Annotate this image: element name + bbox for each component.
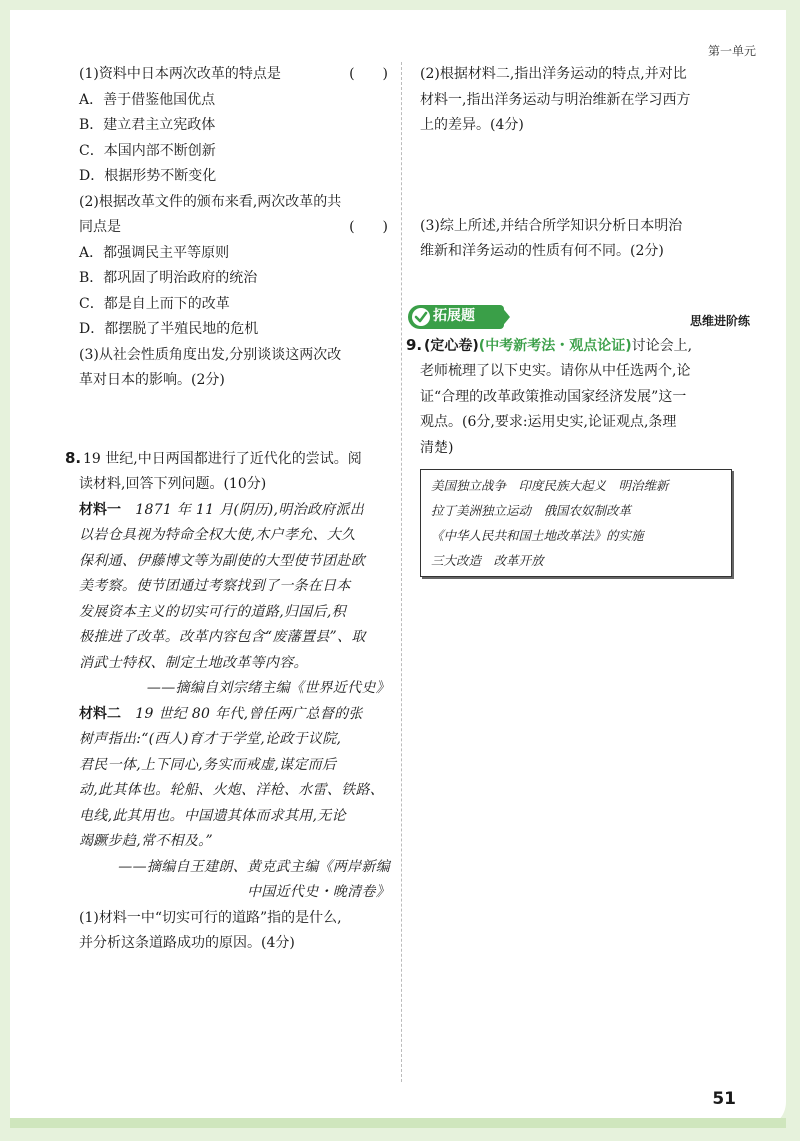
q2-option-a: A．都强调民主平等原则 <box>79 244 230 261</box>
r-q2-line-2: 材料一,指出洋务运动与明治维新在学习西方 <box>420 91 691 108</box>
q1-option-d: D．根据形势不断变化 <box>79 168 217 184</box>
q2-stem-line-1: (2)根据改革文件的颁布来看,两次改革的共 <box>79 193 342 210</box>
unit-header: 第一单元 <box>707 44 756 58</box>
q9-line-3: 证“合理的改革政策推动国家经济发展”这一 <box>420 388 687 405</box>
q1-option-a: A．善于借鉴他国优点 <box>79 91 216 108</box>
q2-stem-line-2 <box>67 215 394 241</box>
r-q3-line-2: 维新和洋务运动的性质有何不同。(2分) <box>420 243 664 259</box>
q8-intro-line-2: 读材料,回答下列问题。(10分) <box>79 476 267 492</box>
facts-line-3: 《中华人民共和国土地改革法》的实施 <box>431 528 644 543</box>
q1-option-c: C．本国内部不断创新 <box>79 142 216 159</box>
facts-line-4: 三大改造 改革开放 <box>431 553 544 568</box>
material2-line-2: 树声指出:“(西人)育才于学堂,论政于议院, <box>79 731 342 747</box>
bottom-edge-strip <box>10 1118 786 1128</box>
left-column <box>67 62 394 957</box>
material1-line-5: 发展资本主义的切实可行的道路,归国后,积 <box>79 603 346 620</box>
material1-text-1: 1871 年 11 月(阴历),明治政府派出 <box>121 501 365 518</box>
q9-tag-green: (中考新考法・观点论证) <box>478 337 632 354</box>
material2-source-2: 中国近代史・晚清卷》 <box>247 884 390 900</box>
material1-source: ——摘编自刘宗绪主编《世界近代史》 <box>146 680 390 696</box>
badge-tail <box>500 305 510 329</box>
q1-stem <box>67 62 394 88</box>
q8-sub1-line-2: 并分析这条道路成功的原因。(4分) <box>79 935 295 951</box>
q8-sub1-line-1: (1)材料一中“切实可行的道路”指的是什么, <box>79 909 342 926</box>
answer-space <box>420 139 750 214</box>
extension-header <box>408 303 750 333</box>
answer-space <box>420 265 750 303</box>
q2-option-d: D．都摆脱了半殖民地的危机 <box>79 321 259 337</box>
r-q2-line-1: (2)根据材料二,指出洋务运动的特点,并对比 <box>420 66 687 82</box>
facts-box <box>420 469 732 577</box>
extension-badge <box>408 305 504 329</box>
q9-text-1: 讨论会上, <box>631 337 693 354</box>
q9-number: 9. <box>406 335 423 354</box>
material2-line-4: 动,此其体也。轮船、火炮、洋枪、水雷、铁路、 <box>79 782 385 798</box>
q2-stem-text: 同点是 <box>79 219 121 235</box>
material2-line-5: 电线,此其用也。中国遗其体而求其用,无论 <box>79 807 346 824</box>
q9-line-1 <box>406 333 750 360</box>
page-number: 51 <box>712 1089 736 1109</box>
material2-label: 材料二 <box>79 705 121 722</box>
q9-line-4: 观点。(6分,要求:运用史实,论证观点,条理 <box>420 414 677 430</box>
check-icon <box>411 307 431 327</box>
q2-option-b: B．都巩固了明治政府的统治 <box>79 270 258 286</box>
q8-intro-line-1 <box>67 446 394 473</box>
answer-space <box>67 394 394 446</box>
q9-line-5: 清楚) <box>420 439 454 456</box>
q3-line-2: 革对日本的影响。(2分) <box>79 372 225 388</box>
material2-text-1: 19 世纪 80 年代,曾任两广总督的张 <box>121 705 363 722</box>
q8-number: 8. <box>65 448 82 467</box>
q1-stem-text: (1)资料中日本两次改革的特点是 <box>79 66 281 82</box>
column-divider <box>401 62 402 1082</box>
facts-line-1: 美国独立战争 印度民族大起义 明治维新 <box>431 478 669 493</box>
material1-line-4: 美考察。使节团通过考察找到了一条在日本 <box>79 578 351 594</box>
extension-label: 思维进阶练 <box>689 313 750 328</box>
q9-tag: (定心卷) <box>424 337 479 354</box>
facts-line-2: 拉丁美洲独立运动 俄国农奴制改革 <box>431 503 632 518</box>
q8-intro-text-1: 19 世纪,中日两国都进行了近代化的尝试。阅 <box>83 450 362 467</box>
material2-line-6: 竭蹶步趋,常不相及。” <box>79 833 213 849</box>
material1-line-2: 以岩仓具视为特命全权大使,木户孝允、大久 <box>79 527 356 543</box>
r-q2-line-3: 上的差异。(4分) <box>420 117 524 133</box>
material1-line-6: 极推进了改革。改革内容包含“废藩置县”、取 <box>79 629 366 645</box>
material1-line-3: 保利通、伊藤博文等为副使的大型使节团赴欧 <box>79 552 365 569</box>
q9-line-2: 老师梳理了以下史实。请你从中任选两个,论 <box>420 363 691 379</box>
q1-option-b: B．建立君主立宪政体 <box>79 117 216 133</box>
q2-option-c: C．都是自上而下的改革 <box>79 295 230 312</box>
r-q3-line-1: (3)综上所述,并结合所学知识分析日本明治 <box>420 217 683 234</box>
material1-line-7: 消武士特权、制定土地改革等内容。 <box>79 654 308 671</box>
extension-badge-label: 拓展题 <box>433 307 475 324</box>
material2-line-1 <box>67 702 394 728</box>
material2-source-1: ——摘编自王建朗、黄克武主编《两岸新编 <box>118 858 390 875</box>
q3-line-1: (3)从社会性质角度出发,分别谈谈这两次改 <box>79 346 342 363</box>
material2-line-3: 君民一体,上下同心,务实而戒虚,谋定而后 <box>79 756 337 773</box>
right-column <box>406 62 750 577</box>
material1-line-1 <box>67 498 394 524</box>
material1-label: 材料一 <box>79 501 121 518</box>
q2-answer-paren: ( ) <box>349 219 388 235</box>
q1-answer-paren: ( ) <box>349 66 388 82</box>
